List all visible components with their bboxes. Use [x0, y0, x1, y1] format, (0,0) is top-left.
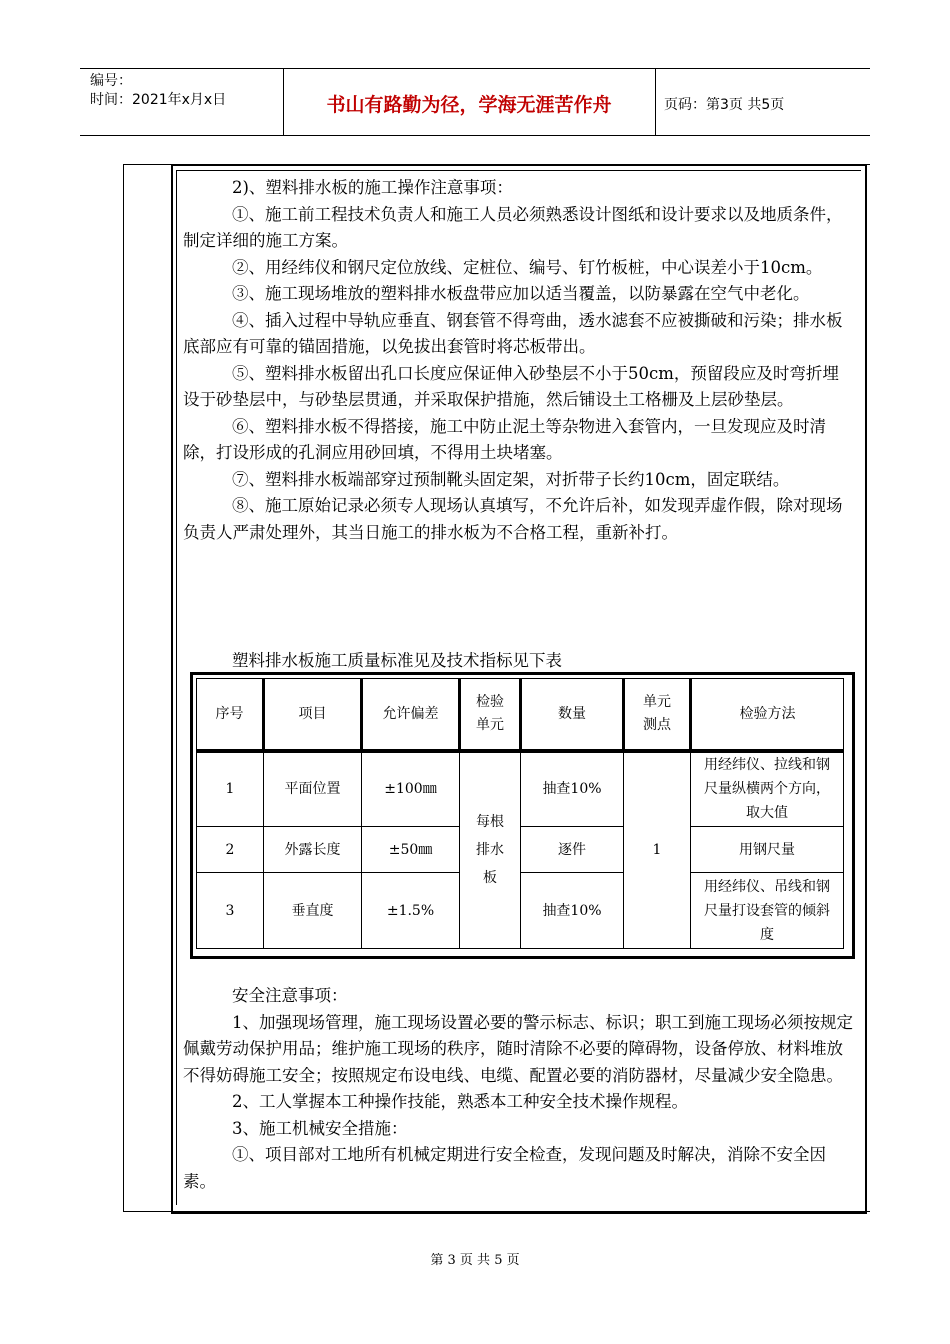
- cell-quantity: 抽查10%: [521, 751, 624, 827]
- page-footer: 第 3 页 共 5 页: [430, 1253, 520, 1268]
- header-page-number: 页码：第3页 共5页: [664, 97, 785, 113]
- cell-tolerance: ±1.5%: [362, 873, 460, 949]
- table-row: [197, 873, 844, 949]
- header-bottom-rule: [80, 135, 870, 136]
- quality-standard-table: [196, 678, 844, 949]
- cell-unit-points: 1: [624, 751, 691, 949]
- cell-no: 3: [197, 873, 264, 949]
- safety-notes: [183, 983, 855, 1195]
- cell-quantity: 逐件: [521, 827, 624, 873]
- paragraph: 3、施工机械安全措施：: [232, 1118, 408, 1138]
- paragraph: ⑤、塑料排水板留出孔口长度应保证伸入砂垫层不小于50cm，预留段应及时弯折埋设于砂垫层中，与砂垫层贯通，并采取保护措施，然后铺设土工格栅及上层砂垫层。: [183, 363, 839, 409]
- cell-quantity: 抽查10%: [521, 873, 624, 949]
- paragraph: ①、项目部对工地所有机械定期进行安全检查，发现问题及时解决，消除不安全因素。: [183, 1145, 826, 1191]
- table-header-row: [197, 679, 844, 751]
- header-motto: 书山有路勤为径，学海无涯苦作舟: [326, 94, 612, 116]
- inspection-unit-text: 每根排水板: [476, 814, 504, 887]
- header-divider-right: [655, 68, 656, 135]
- method-text: 用经纬仪、吊线和钢尺量打设套管的倾斜度: [704, 878, 830, 943]
- cell-tolerance: ±100㎜: [362, 751, 460, 827]
- header-cell: [460, 679, 521, 751]
- document-date: 时间：2021年x月x日: [90, 92, 227, 108]
- table-row: [197, 827, 844, 873]
- paragraph: ②、用经纬仪和钢尺定位放线、定桩位、编号、钉竹板桩，中心误差小于10cm。: [232, 257, 823, 277]
- table-caption: 塑料排水板施工质量标准见及技术指标见下表: [232, 651, 562, 670]
- table-caption-block: [183, 648, 855, 675]
- paragraph: 1、加强现场管理，施工现场设置必要的警示标志、标识；职工到施工现场必须按规定佩戴劳动保护用品；维护施工现场的秩序，随时清除不必要的障碍物，设备停放、材料堆放不得妨碍施工安全；按照规定布设电线、电缆、配置必要的消防器材，尽量减少安全隐患。: [183, 1012, 853, 1085]
- paragraph: ①、施工前工程技术负责人和施工人员必须熟悉设计图纸和设计要求以及地质条件，制定详细的施工方案。: [183, 204, 843, 250]
- paragraph: ⑧、施工原始记录必须专人现场认真填写，不允许后补，如发现弄虚作假，除对现场负责人严肃处理外，其当日施工的排水板为不合格工程，重新补打。: [183, 496, 843, 542]
- cell-item: 平面位置: [264, 751, 362, 827]
- cell-method: 用钢尺量: [691, 827, 844, 873]
- construction-notes: [183, 175, 855, 546]
- header-cell: 项目: [264, 679, 362, 751]
- paragraph: ⑥、塑料排水板不得搭接，施工中防止泥土等杂物进入套管内，一旦发现应及时清除，打设形成的孔洞应用砂回填，不得用土块堵塞。: [183, 416, 826, 462]
- paragraph: ③、施工现场堆放的塑料排水板盘带应加以适当覆盖，以防暴露在空气中老化。: [232, 284, 810, 303]
- paragraph: 2、工人掌握本工种操作技能，熟悉本工种安全技术操作规程。: [232, 1092, 688, 1111]
- cell-method: [691, 873, 844, 949]
- cell-no: 1: [197, 751, 264, 827]
- table-row: [197, 751, 844, 827]
- document-number-label: 编号：: [90, 73, 132, 89]
- header-cell-text: 检验单元: [476, 693, 504, 733]
- paragraph: ④、插入过程中导轨应垂直、钢套管不得弯曲，透水滤套不应被撕破和污染；排水板底部应有可靠的锚固措施，以免拔出套管时将芯板带出。: [183, 310, 843, 356]
- header-cell: 允许偏差: [362, 679, 460, 751]
- cell-item: 垂直度: [264, 873, 362, 949]
- cell-method: [691, 751, 844, 827]
- header-cell: 序号: [197, 679, 264, 751]
- header-cell: [624, 679, 691, 751]
- header-cell: 数量: [521, 679, 624, 751]
- header-top-rule: [80, 68, 870, 69]
- header-cell: 检验方法: [691, 679, 844, 751]
- cell-inspection-unit: [460, 751, 521, 949]
- paragraph: 2)、塑料排水板的施工操作注意事项：: [232, 178, 513, 197]
- cell-tolerance: ±50㎜: [362, 827, 460, 873]
- paragraph: ⑦、塑料排水板端部穿过预制靴头固定架，对折带子长约10cm，固定联结。: [232, 469, 790, 489]
- paragraph: 安全注意事项：: [232, 986, 348, 1005]
- method-text: 用经纬仪、拉线和钢尺量纵横两个方向，取大值: [704, 757, 830, 822]
- header-left: [90, 72, 226, 110]
- cell-item: 外露长度: [264, 827, 362, 873]
- header-cell-text: 单元测点: [643, 693, 671, 733]
- cell-no: 2: [197, 827, 264, 873]
